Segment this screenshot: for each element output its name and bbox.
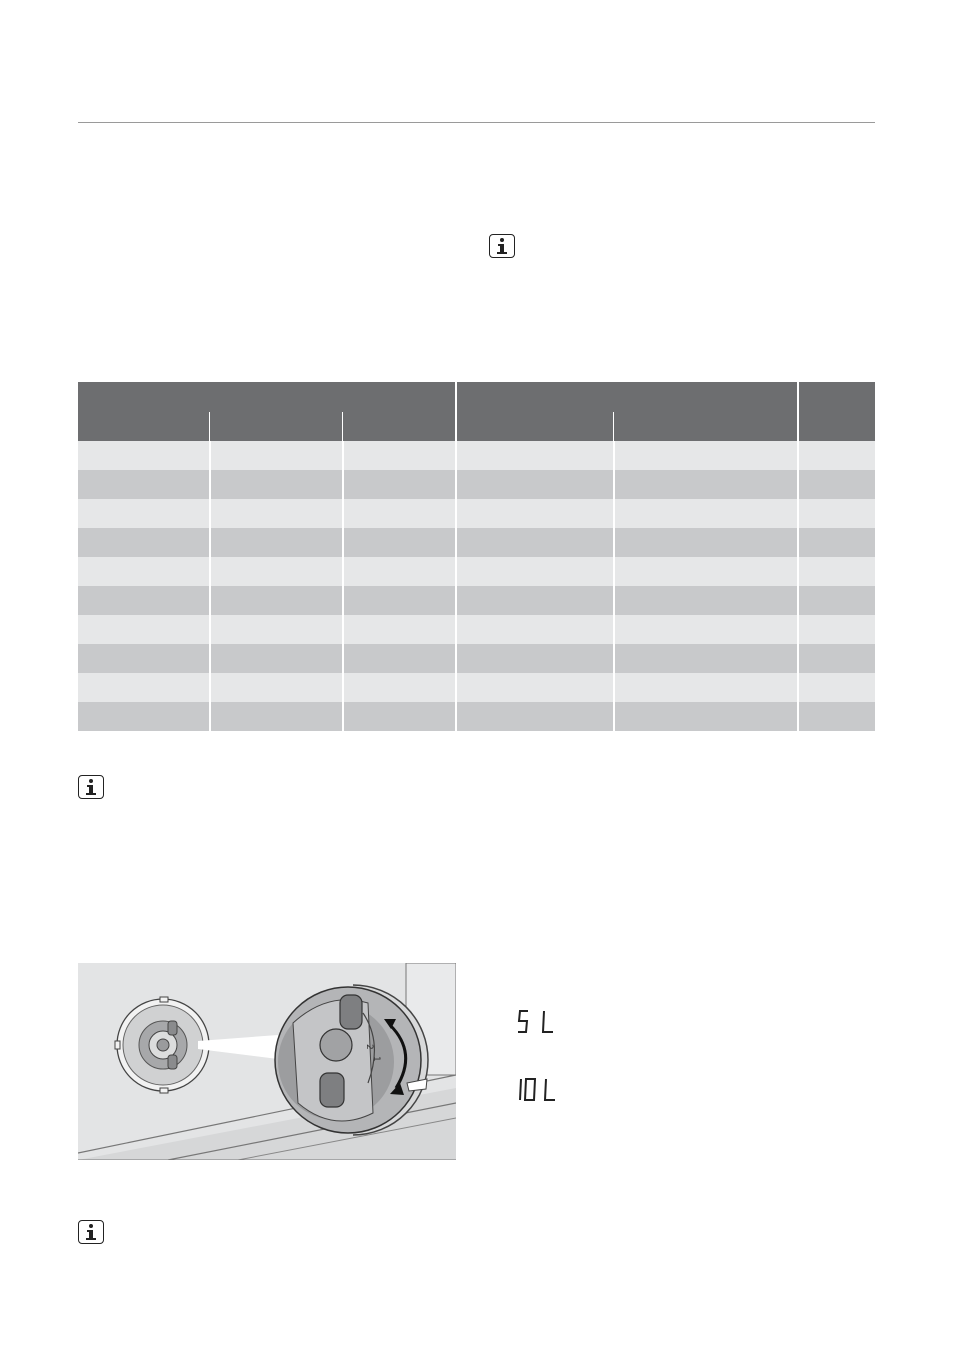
table-row	[78, 644, 875, 673]
magnified-dial	[275, 985, 428, 1135]
table-row	[78, 673, 875, 702]
table-row	[78, 615, 875, 644]
header-rule	[78, 122, 875, 123]
table-row	[78, 702, 875, 731]
info-icon	[78, 1220, 104, 1244]
table-row	[78, 528, 875, 557]
display-setting-5L	[517, 1009, 557, 1035]
table-row	[78, 441, 875, 470]
display-setting-10L	[517, 1077, 561, 1103]
table-row	[78, 586, 875, 615]
table-row	[78, 470, 875, 499]
table-row	[78, 499, 875, 528]
info-icon	[489, 234, 515, 258]
table-header	[78, 382, 875, 441]
dial-number-1: 1	[371, 1056, 381, 1062]
water-hardness-table	[78, 382, 875, 731]
table-row	[78, 557, 875, 586]
dial-number-2: 2	[364, 1044, 374, 1050]
info-icon	[78, 775, 104, 799]
water-softener-dial-illustration	[78, 963, 456, 1160]
